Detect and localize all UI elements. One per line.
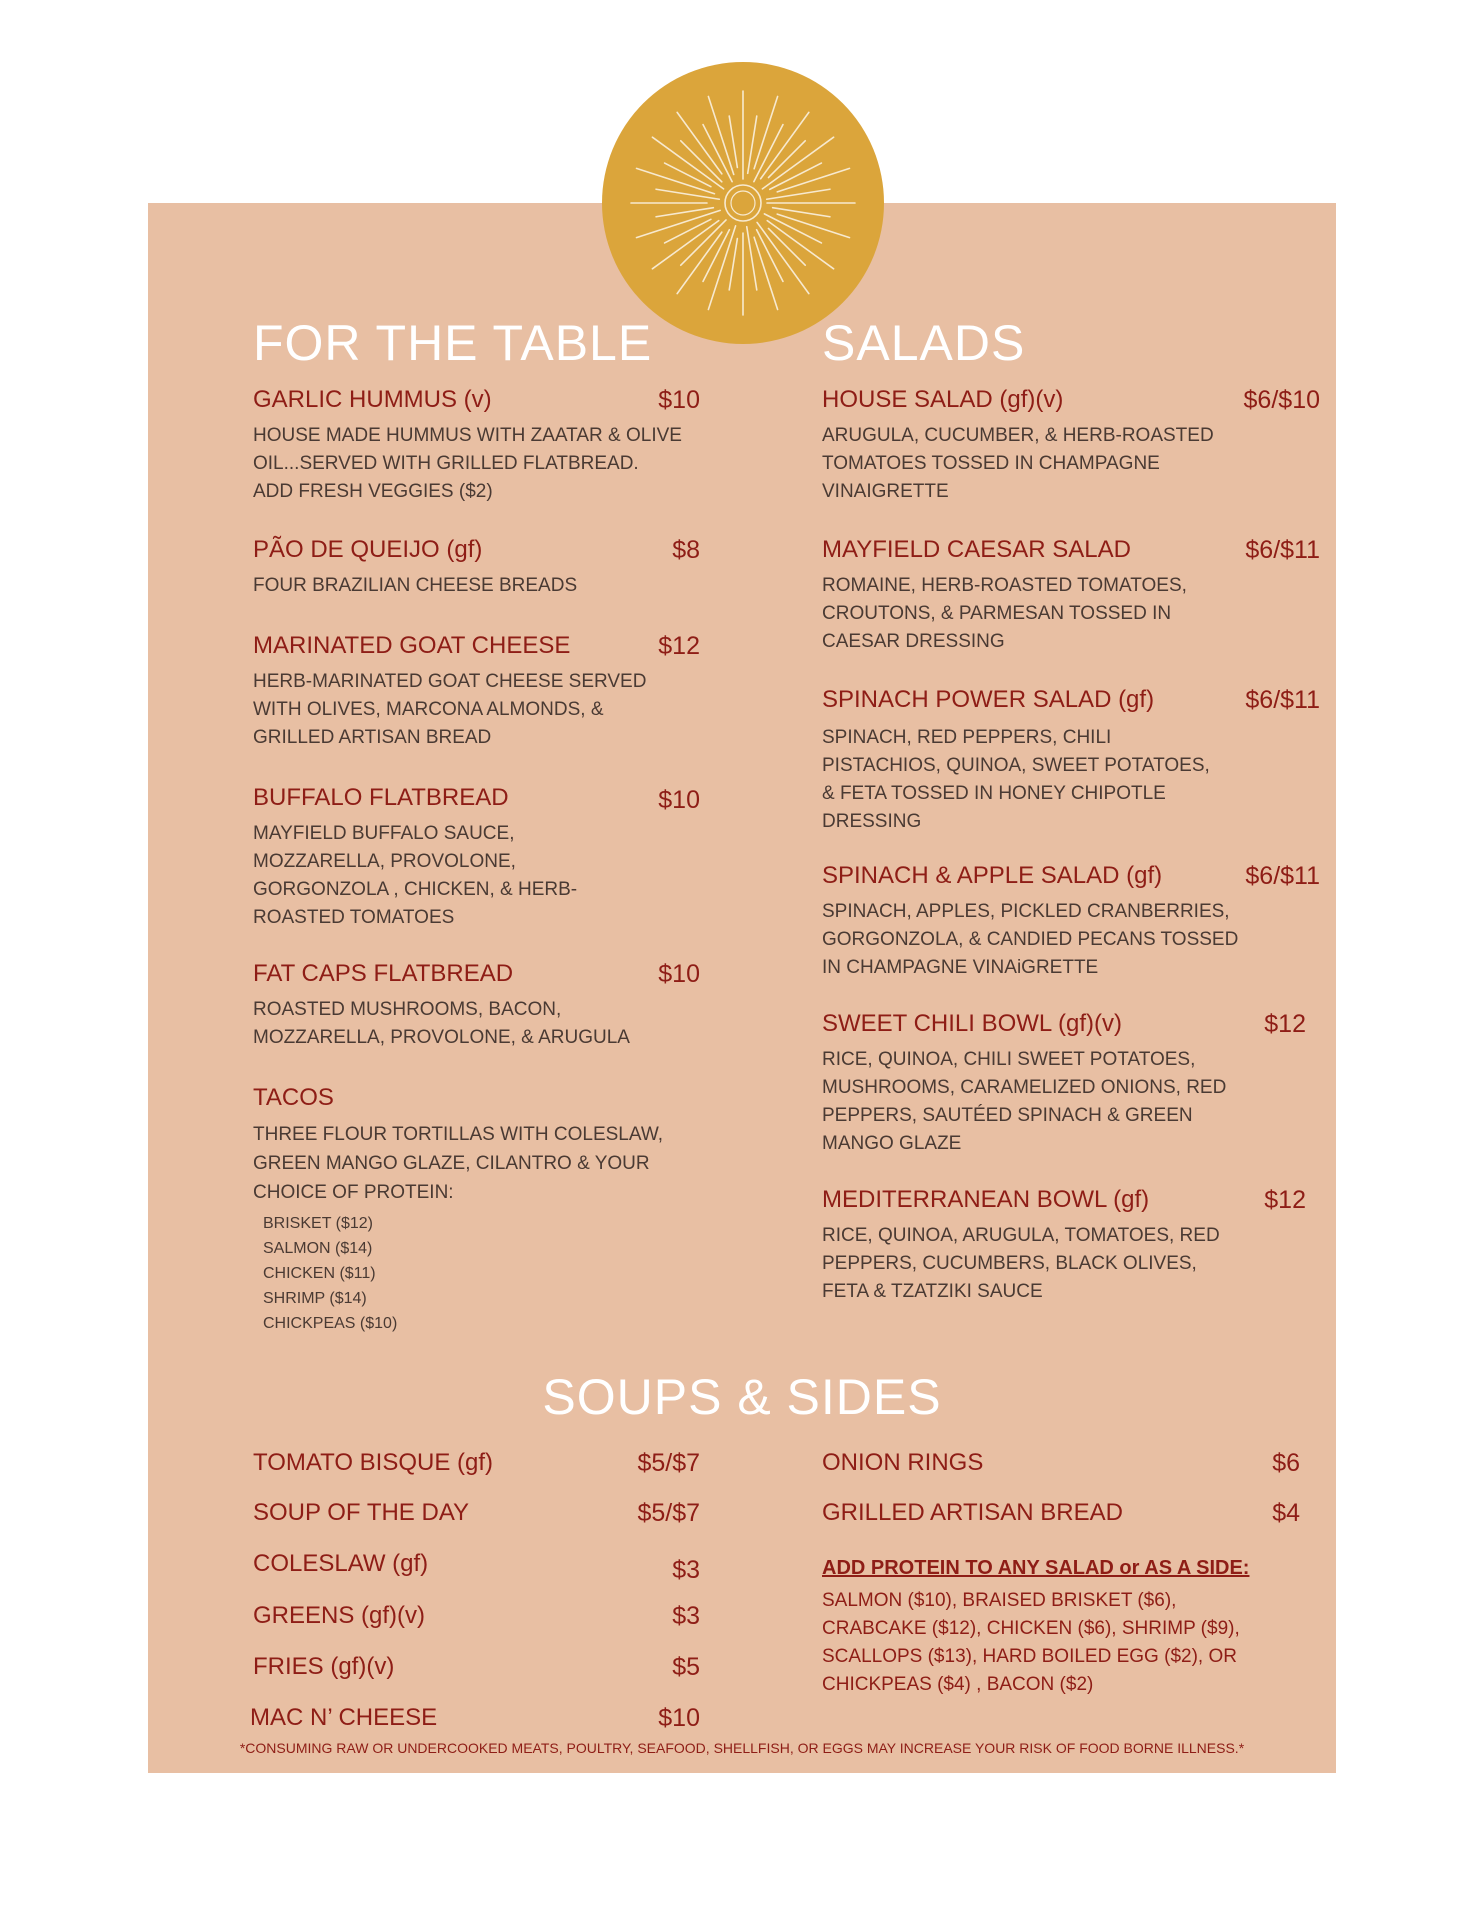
item-name: FAT CAPS FLATBREAD bbox=[253, 960, 514, 987]
item-price: $6/$11 bbox=[1245, 536, 1320, 564]
item-price: $3 bbox=[672, 1556, 700, 1584]
item-price: $6/$11 bbox=[1245, 686, 1320, 714]
add-protein-options: SALMON ($10), BRAISED BRISKET ($6), CRABCAKE ($12), CHICKEN ($6), SHRIMP ($9), SCALLOPS ($13), HARD BOILED EGG ($2), OR CHICKPEAS ($4) , BACON ($2) bbox=[822, 1590, 1240, 1695]
taco-protein-list bbox=[263, 1211, 397, 1336]
item-name: GRILLED ARTISAN BREAD bbox=[822, 1499, 1123, 1526]
item-price: $10 bbox=[658, 786, 700, 814]
item-description: RICE, QUINOA, CHILI SWEET POTATOES, MUSHROOMS, CARAMELIZED ONIONS, RED PEPPERS, SAUTÉED SPINACH & GREEN MANGO GLAZE bbox=[822, 1049, 1227, 1154]
item-name: TOMATO BISQUE (gf) bbox=[253, 1449, 494, 1476]
list-item: CHICKEN ($11) bbox=[263, 1265, 376, 1282]
item-name: TACOS bbox=[253, 1084, 334, 1111]
item-description: FOUR BRAZILIAN CHEESE BREADS bbox=[253, 575, 578, 596]
list-item: SHRIMP ($14) bbox=[263, 1290, 367, 1307]
item-price: $5 bbox=[672, 1653, 700, 1681]
item-description: HOUSE MADE HUMMUS WITH ZAATAR & OLIVE OIL...SERVED WITH GRILLED FLATBREAD. ADD FRESH VEGGIES ($2) bbox=[253, 425, 682, 502]
item-description: SPINACH, RED PEPPERS, CHILI PISTACHIOS, QUINOA, SWEET POTATOES, & FETA TOSSED IN HONEY CHIPOTLE DRESSING bbox=[822, 727, 1210, 832]
item-name: GARLIC HUMMUS (v) bbox=[253, 386, 492, 413]
item-name: FRIES (gf)(v) bbox=[253, 1653, 395, 1680]
item-description: MAYFIELD BUFFALO SAUCE, MOZZARELLA, PROVOLONE, GORGONZOLA , CHICKEN, & HERB-ROASTED TOMATOES bbox=[253, 823, 578, 928]
item-name: SPINACH & APPLE SALAD (gf) bbox=[822, 862, 1163, 889]
item-price: $10 bbox=[658, 386, 700, 414]
item-name: PÃO DE QUEIJO (gf) bbox=[253, 536, 483, 563]
item-price: $6/$11 bbox=[1245, 862, 1320, 890]
list-item: SALMON ($14) bbox=[263, 1240, 373, 1257]
item-price: $5/$7 bbox=[637, 1499, 700, 1527]
item-name: MARINATED GOAT CHEESE bbox=[253, 632, 571, 659]
item-description: ARUGULA, CUCUMBER, & HERB-ROASTED TOMATOES TOSSED IN CHAMPAGNE VINAIGRETTE bbox=[822, 425, 1214, 502]
item-price: $12 bbox=[658, 632, 700, 660]
item-price: $6/$10 bbox=[1243, 386, 1320, 414]
section-title-salads: SALADS bbox=[822, 315, 1026, 371]
item-price: $10 bbox=[658, 1704, 700, 1732]
food-safety-disclaimer: *CONSUMING RAW OR UNDERCOOKED MEATS, POULTRY, SEAFOOD, SHELLFISH, OR EGGS MAY INCREASE YOUR RISK OF FOOD BORNE ILLNESS.* bbox=[239, 1740, 1245, 1756]
item-description: SPINACH, APPLES, PICKLED CRANBERRIES, GORGONZOLA, & CANDIED PECANS TOSSED IN CHAMPAGNE VINAiGRETTE bbox=[822, 901, 1239, 978]
item-name: MAYFIELD CAESAR SALAD bbox=[822, 536, 1131, 563]
item-name: ONION RINGS bbox=[822, 1449, 984, 1476]
item-name: MEDITERRANEAN BOWL (gf) bbox=[822, 1186, 1150, 1213]
item-price: $12 bbox=[1264, 1010, 1306, 1038]
item-name: BUFFALO FLATBREAD bbox=[253, 784, 509, 811]
item-name: SOUP OF THE DAY bbox=[253, 1499, 470, 1526]
list-item: BRISKET ($12) bbox=[263, 1215, 373, 1232]
item-name: SWEET CHILI BOWL (gf)(v) bbox=[822, 1010, 1123, 1037]
item-price: $8 bbox=[672, 536, 700, 564]
item-name: GREENS (gf)(v) bbox=[253, 1602, 426, 1629]
list-item: CHICKPEAS ($10) bbox=[263, 1315, 398, 1332]
item-price: $5/$7 bbox=[637, 1449, 700, 1477]
item-description: RICE, QUINOA, ARUGULA, TOMATOES, RED PEPPERS, CUCUMBERS, BLACK OLIVES, FETA & TZATZIKI SAUCE bbox=[822, 1225, 1220, 1302]
section-title-soups-sides: SOUPS & SIDES bbox=[542, 1369, 942, 1425]
add-protein-title: ADD PROTEIN TO ANY SALAD or AS A SIDE: bbox=[822, 1557, 1250, 1579]
item-description: ROASTED MUSHROOMS, BACON, MOZZARELLA, PROVOLONE, & ARUGULA bbox=[253, 999, 630, 1048]
item-price: $4 bbox=[1272, 1499, 1300, 1527]
section-title-for-the-table: FOR THE TABLE bbox=[253, 315, 653, 371]
item-price: $3 bbox=[672, 1602, 700, 1630]
item-description: ROMAINE, HERB-ROASTED TOMATOES, CROUTONS, & PARMESAN TOSSED IN CAESAR DRESSING bbox=[822, 575, 1187, 652]
item-price: $6 bbox=[1272, 1449, 1300, 1477]
item-name: HOUSE SALAD (gf)(v) bbox=[822, 386, 1064, 413]
item-name: MAC N’ CHEESE bbox=[250, 1704, 438, 1731]
item-price: $12 bbox=[1264, 1186, 1306, 1214]
item-name: COLESLAW (gf) bbox=[253, 1550, 429, 1577]
item-description: HERB-MARINATED GOAT CHEESE SERVED WITH OLIVES, MARCONA ALMONDS, & GRILLED ARTISAN BREAD bbox=[253, 671, 647, 748]
item-price: $10 bbox=[658, 960, 700, 988]
sunburst-icon bbox=[602, 62, 884, 344]
item-name: SPINACH POWER SALAD (gf) bbox=[822, 686, 1155, 713]
item-description: THREE FLOUR TORTILLAS WITH COLESLAW, GREEN MANGO GLAZE, CILANTRO & YOUR CHOICE OF PROTEIN: bbox=[253, 1124, 663, 1203]
